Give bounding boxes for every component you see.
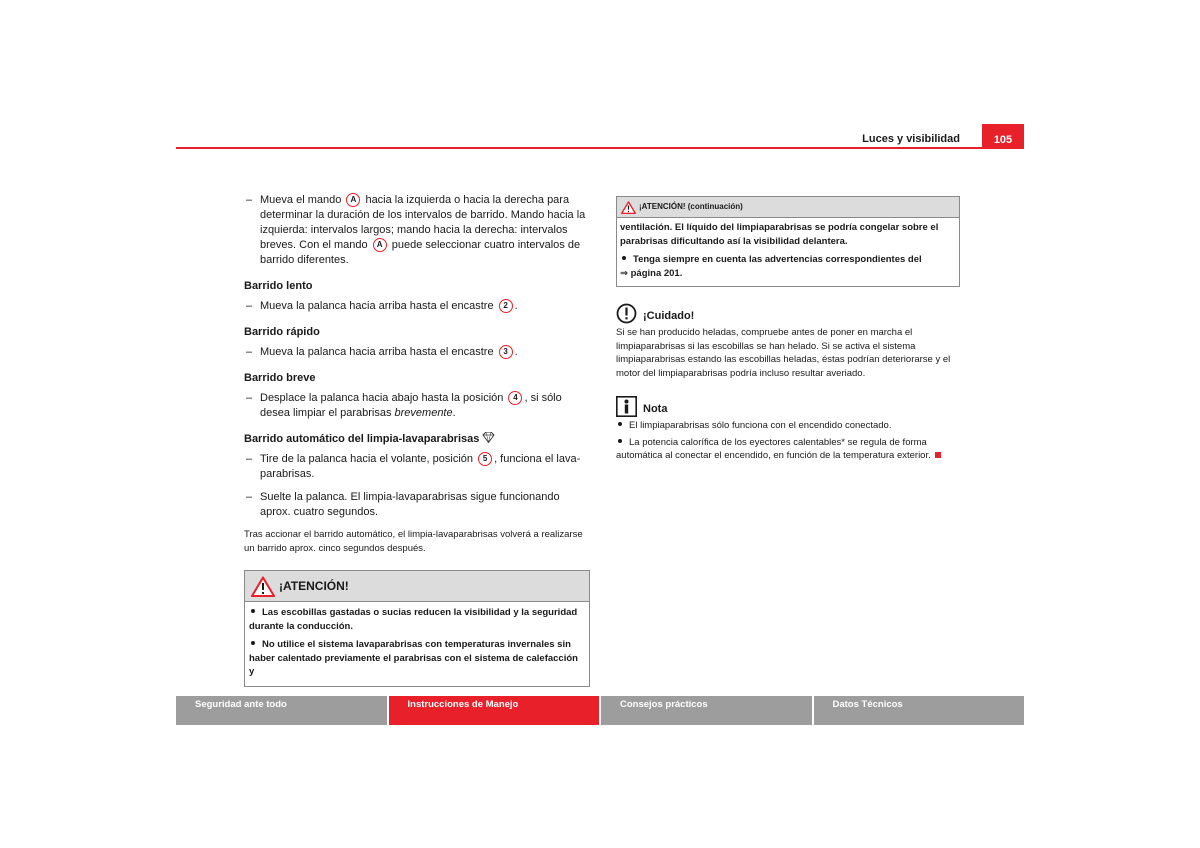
warning-triangle-icon <box>621 201 636 214</box>
tab-datos[interactable]: Datos Técnicos <box>814 696 1025 725</box>
marker-5: 5 <box>478 452 492 466</box>
warning-continued-body <box>617 218 959 286</box>
auto-wipe-instruction-2: – Suelte la palanca. El limpia-lavaparabrisas sigue funcionando aprox. cuatro segundos. <box>244 490 590 520</box>
exclamation-circle-icon <box>616 303 637 324</box>
tab-seguridad[interactable]: Seguridad ante todo <box>176 696 389 725</box>
diamond-option-icon <box>482 432 495 443</box>
arrow-icon: ⇒ <box>620 267 628 279</box>
caution-header <box>616 303 960 324</box>
warning-box <box>244 570 590 687</box>
caution-text: Si se han producido heladas, compruebe antes de poner en marcha el limpiaparabrisas si las escobillas se han helado. Si se activa el sistema limpiaparabrisas estando las escobillas heladas, éstas podrían deteriorarse y el motor del limpiaparabrisas podría incluso resultar averiado. <box>616 327 951 379</box>
warning-continued-box <box>616 196 960 287</box>
warning-header <box>245 571 589 602</box>
heading-auto-wipe: Barrido automático del limpia-lavaparabrisas <box>244 432 590 447</box>
warning-body <box>245 602 589 686</box>
brief-wipe-instruction: – Desplace la palanca hacia abajo hasta la posición 4 , si sólo desea limpiar el parabrisas brevemente. <box>244 391 590 421</box>
warning-bullet: No utilice el sistema lavaparabrisas con temperaturas invernales sin haber calentado previamente el parabrisas con el sistema de calefacción y <box>249 639 578 677</box>
bullet-dot <box>618 439 622 443</box>
bullet-dot <box>622 256 626 260</box>
bullet-dot <box>251 609 255 613</box>
left-column <box>244 193 590 687</box>
warning-continued-paragraph: ventilación. El líquido del limpiaparabrisas se podría congelar sobre el parabrisas dificultando así la visibilidad delantera. <box>620 222 939 247</box>
warning-bullet: Las escobillas gastadas o sucias reducen la visibilidad y la seguridad durante la conducción. <box>249 607 578 632</box>
warning-continued-header <box>617 197 959 218</box>
warning-continued-title: ¡ATENCIÓN! (continuación) <box>639 202 743 212</box>
heading-slow-wipe: Barrido lento <box>244 280 313 292</box>
end-of-section-icon <box>935 452 941 458</box>
warning-triangle-icon <box>251 576 275 597</box>
slow-wipe-instruction: – Mueva la palanca hacia arriba hasta el encastre 2 . <box>244 299 590 314</box>
marker-a: A <box>346 193 360 207</box>
caution-title: ¡Cuidado! <box>643 309 695 322</box>
tab-consejos[interactable]: Consejos prácticos <box>601 696 814 725</box>
marker-4: 4 <box>508 391 522 405</box>
heading-fast-wipe: Barrido rápido <box>244 326 320 338</box>
info-icon <box>616 396 637 417</box>
page-reference: página 201. <box>627 267 683 279</box>
footer-nav <box>176 696 1024 725</box>
marker-2: 2 <box>499 299 513 313</box>
warning-title: ¡ATENCIÓN! <box>279 578 349 593</box>
tab-instrucciones[interactable]: Instrucciones de Manejo <box>389 696 602 725</box>
auto-wipe-instruction-1: – Tire de la palanca hacia el volante, posición 5 , funciona el lava-parabrisas. <box>244 452 590 482</box>
note-body <box>616 419 960 463</box>
section-title: Luces y visibilidad <box>862 133 960 145</box>
note-bullet: La potencia calorífica de los eyectores calentables* se regula de forma automática al conectar el encendido, en función de la temperatura exterior. <box>616 436 960 463</box>
fast-wipe-instruction: – Mueva la palanca hacia arriba hasta el encastre 3 . <box>244 345 590 360</box>
bullet-dot <box>251 641 255 645</box>
marker-a: A <box>373 238 387 252</box>
note-title: Nota <box>643 402 668 415</box>
marker-3: 3 <box>499 345 513 359</box>
auto-wipe-note: Tras accionar el barrido automático, el limpia-lavaparabrisas volverá a realizarse un barrido aprox. cinco segundos después. <box>244 529 583 554</box>
header-rule <box>176 147 1024 149</box>
bullet-dot <box>618 422 622 426</box>
right-column <box>616 196 960 468</box>
warning-continued-bullet: Tenga siempre en cuenta las advertencias correspondientes del ⇒ página 201. <box>620 254 922 279</box>
intro-instruction: – Mueva el mando A hacia la izquierda o hacia la derecha para determinar la duración de los intervalos de barrido. Mando hacia la izquierda: intervalos largos; mando hacia la derecha: intervalos breves. Con el mando A puede seleccionar cuatro intervalos de barrido diferentes. <box>244 193 590 268</box>
page-number: 105 <box>982 124 1024 148</box>
heading-brief-wipe: Barrido breve <box>244 372 316 384</box>
note-bullet: El limpiaparabrisas sólo funciona con el encendido conectado. <box>616 419 960 433</box>
note-header <box>616 396 960 417</box>
